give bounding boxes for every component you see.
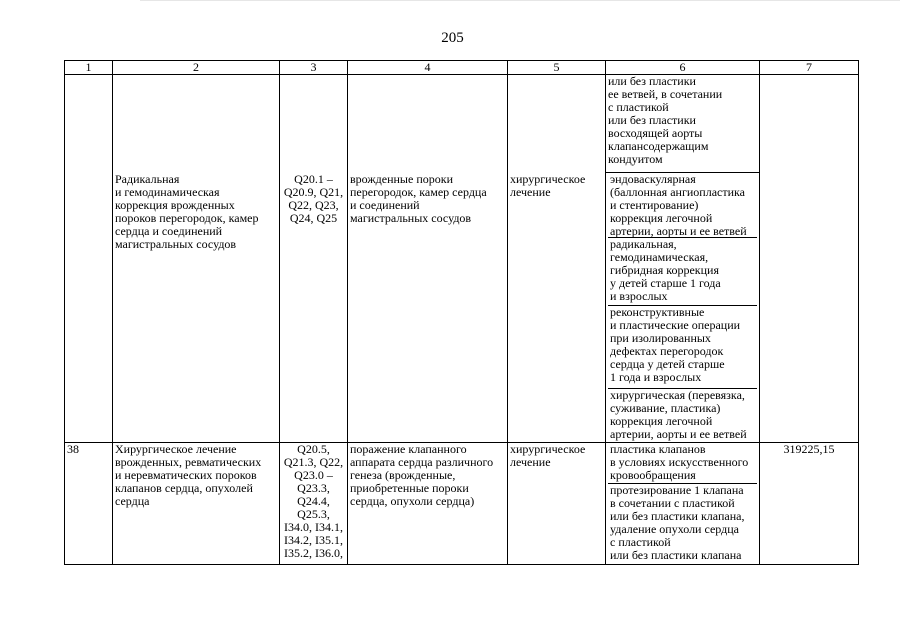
scan-top-edge	[140, 0, 900, 1]
radical-icd-codes: Q20.1 – Q20.9, Q21, Q22, Q23, Q24, Q25	[280, 173, 348, 443]
continued-col-1	[65, 75, 113, 443]
radical-method-item: хирургическая (перевязка, суживание, пластика) коррекция легочной артерии, аорты и ее ветвей	[610, 388, 747, 441]
header-col-6: 6	[606, 61, 760, 75]
page-number: 205	[441, 30, 464, 46]
row-38-icd-codes: Q20.5, Q21.3, Q22, Q23.0 – Q23.3, Q24.4, Q25.3, I34.0, I34.1, I34.2, I35.1, I35.2, I36.0,	[280, 443, 348, 565]
continued-col-7	[760, 75, 859, 443]
continued-col-5	[508, 75, 606, 173]
row-38-number: 38	[65, 443, 113, 565]
header-col-3: 3	[280, 61, 348, 75]
procedures-table	[64, 60, 859, 565]
header-col-2: 2	[113, 61, 280, 75]
continued-col-3	[280, 75, 348, 173]
table-header-row	[65, 61, 859, 75]
row-38-diagnosis: поражение клапанного аппарата сердца различного генеза (врожденные, приобретенные пороки сердца, опухоли сердца)	[348, 443, 508, 565]
row-38-method-item: пластика клапанов в условиях искусственного кровообращения	[608, 443, 757, 484]
radical-method-item: реконструктивные и пластические операции при изолированных дефектах перегородок сердца у детей старше 1 года и взрослых	[608, 306, 757, 389]
continued-col-4	[348, 75, 508, 173]
table-row-radical	[65, 173, 859, 443]
header-col-4: 4	[348, 61, 508, 75]
radical-diagnosis: врожденные пороки перегородок, камер сердца и соединений магистральных сосудов	[348, 173, 508, 443]
table-row-38	[65, 443, 859, 565]
row-38-method-item: протезирование 1 клапана в сочетании с пластикой или без пластики клапана, удаление опухоли сердца с пластикой или без пластики клапана	[610, 483, 745, 562]
header-col-1: 1	[65, 61, 113, 75]
continued-treatment-method: или без пластики ее ветвей, в сочетании с пластикой или без пластики восходящей аорты клапансодержащим кондуитом	[606, 75, 760, 173]
header-col-5: 5	[508, 61, 606, 75]
header-col-7: 7	[760, 61, 859, 75]
radical-treatment-type: хирургическое лечение	[508, 173, 606, 443]
radical-profile: Радикальная и гемодинамическая коррекция врожденных пороков перегородок, камер сердца и соединений магистральных сосудов	[113, 173, 280, 443]
radical-method-item: радикальная, гемодинамическая, гибридная коррекция у детей старше 1 года и взрослых	[608, 238, 757, 306]
radical-method-item: эндоваскулярная (баллонная ангиопластика и стентирование) коррекция легочной артерии, аорты и ее ветвей	[608, 173, 757, 238]
row-38-treatment-methods	[606, 443, 760, 565]
row-38-norm-cost: 319225,15	[760, 443, 859, 565]
table-row-continued	[65, 75, 859, 173]
row-38-treatment-type: хирургическое лечение	[508, 443, 606, 565]
radical-treatment-methods	[606, 173, 760, 443]
row-38-profile: Хирургическое лечение врожденных, ревматических и неревматических пороков клапанов сердца, опухолей сердца	[113, 443, 280, 565]
continued-col-2	[113, 75, 280, 173]
